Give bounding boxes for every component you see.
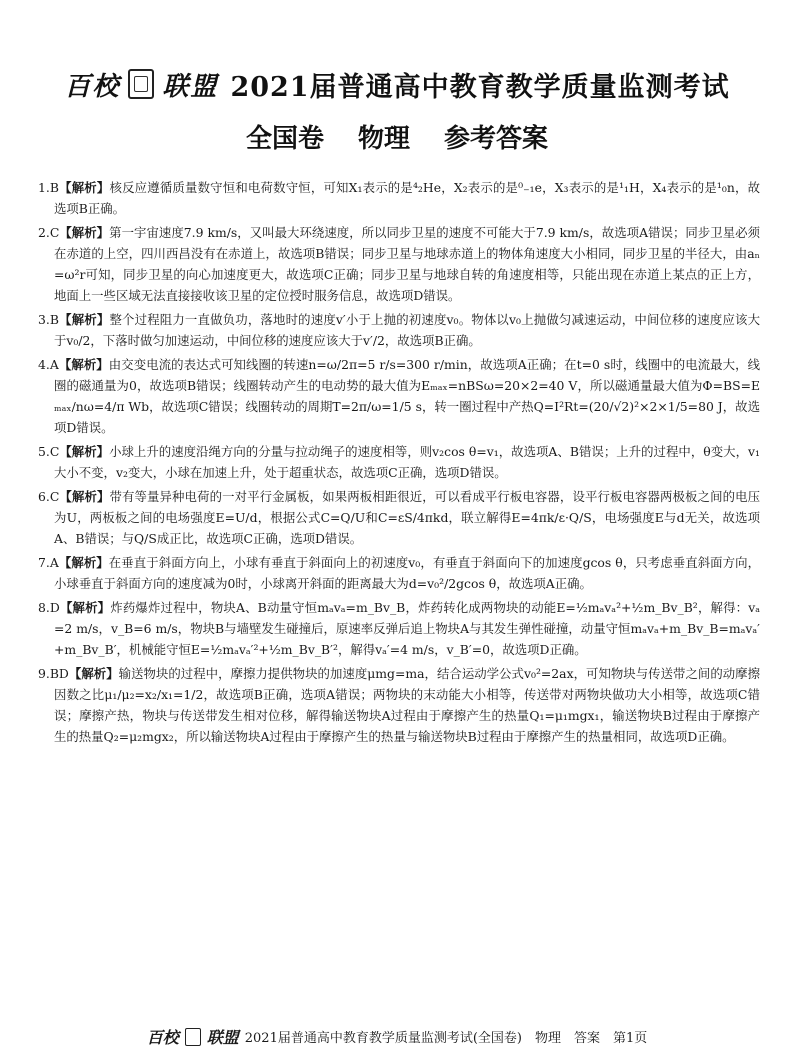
footer-brand-right: 联盟: [206, 1028, 239, 1047]
subtitle-doc-type: 参考答案: [444, 123, 549, 154]
analysis-tag: 【解析】: [59, 225, 110, 240]
answer-text: 整个过程阻力一直做负功，落地时的速度v′小于上抛的初速度v₀。物体以v₀上抛做匀减速运动，中间位移的速度应该大于v₀/2，下落时做匀加速运动，中间位移的速度应该大于v′/2，故选项B正确。: [54, 312, 761, 348]
answer-list: [38, 177, 760, 747]
answer-label: 7.A: [38, 555, 59, 570]
answer-label: 2.C: [38, 225, 60, 240]
document-header: [0, 64, 794, 158]
brand-logo-left: 百校: [64, 71, 121, 102]
answer-item-5: [38, 441, 760, 483]
analysis-tag: 【解析】: [68, 666, 119, 681]
subtitle-region: 全国卷: [245, 123, 324, 154]
answer-text: 在垂直于斜面方向上，小球有垂直于斜面向上的初速度v₀，有垂直于斜面向下的加速度gcos θ，只考虑垂直斜面方向，小球垂直于斜面方向的速度减为0时，小球离开斜面的距离最大为d=v₀²/2gcos θ，故选项A正确。: [54, 555, 761, 591]
answer-text: 小球上升的速度沿绳方向的分量与拉动绳子的速度相等，则v₂cos θ=v₁，故选项A、B错误；上升的过程中，θ变大，v₁大小不变，v₂变大，小球在加速上升，处于超重状态，故选项C正确，选项D错误。: [54, 444, 761, 480]
answer-item-1: [38, 177, 760, 219]
answer-item-4: [38, 354, 760, 438]
analysis-tag: 【解析】: [58, 555, 109, 570]
answer-item-7: [38, 552, 760, 594]
analysis-tag: 【解析】: [58, 180, 110, 195]
answer-label: 4.A: [38, 357, 59, 372]
answer-label: 6.C: [38, 489, 60, 504]
answer-item-3: [38, 309, 760, 351]
answer-text: 核反应遵循质量数守恒和电荷数守恒，可知X₁表示的是⁴₂He，X₂表示的是⁰₋₁e，X₃表示的是¹₁H，X₄表示的是¹₀n，故选项B正确。: [54, 180, 761, 216]
subtitle-subject: 物理: [357, 123, 410, 154]
analysis-tag: 【解析】: [59, 600, 111, 615]
analysis-tag: 【解析】: [58, 312, 110, 327]
seal-logo-icon: [128, 69, 154, 99]
answer-item-2: [38, 222, 760, 306]
footer-text: 2021届普通高中教育教学质量监测考试(全国卷) 物理 答案 第1页: [244, 1031, 648, 1046]
footer-brand-left: 百校: [146, 1028, 179, 1047]
analysis-tag: 【解析】: [59, 444, 110, 459]
analysis-tag: 【解析】: [59, 489, 110, 504]
answer-label: 8.D: [38, 600, 60, 615]
answer-label: 3.B: [38, 312, 59, 327]
answer-label: 1.B: [38, 180, 59, 195]
answer-text: 由交变电流的表达式可知线圈的转速n=ω/2π=5 r/s=300 r/min，故选项A正确；在t=0 s时，线圈中的电流最大，线圈的磁通量为0，故选项B错误；线圈转动产生的电动势的最大值为Eₘₐₓ=nBSω=20×2=40 V，所以磁通量最大值为Φ=BS=Eₘₐₓ/nω=4/π Wb，故选项C错误；线圈转动的周期T=2π/ω=1/5 s，转一圈过程中产热Q=I²Rt=(20/√2)²×2×1/5=80 J，故选项D错误。: [54, 357, 760, 435]
subtitle-row: [0, 114, 794, 158]
analysis-tag: 【解析】: [58, 357, 109, 372]
answer-text: 输送物块的过程中，摩擦力提供物块的加速度μmg=ma，结合运动学公式v₀²=2ax，可知物块与传送带之间的动摩擦因数之比μ₁/μ₂=x₂/x₁=1/2，故选项B正确，选项A错误；两物块的末动能大小相等，传送带对两物块做功大小相等，故选项C错误；摩擦产热，物块与传送带发生相对位移，解得输送物块A过程由于摩擦产生的热量Q₁=μ₁mgx₁，输送物块B过程由于摩擦产生的热量Q₂=μ₂mgx₂，所以输送物块A过程由于摩擦产生的热量与输送物块B过程由于摩擦产生的热量相同，故选项D正确。: [54, 666, 761, 744]
answer-text: 第一宇宙速度7.9 km/s，又叫最大环绕速度，所以同步卫星的速度不可能大于7.9 km/s，故选项A错误；同步卫星必须在赤道的上空，四川西昌没有在赤道上，故选项B错误；同步卫星与地球赤道上的物体角速度大小相同，同步卫星的半径大，由aₙ=ω²r可知，同步卫星的向心加速度更大，故选项C正确；同步卫星与地球自转的角速度相等，只能出现在赤道上某点的正上方，地面上一些区域无法直接接收该卫星的定位授时服务信息，故选项D错误。: [54, 225, 760, 303]
title-row: [0, 64, 794, 104]
page-footer: [0, 1025, 794, 1048]
answer-item-8: [38, 597, 760, 660]
answer-text: 带有等量异种电荷的一对平行金属板，如果两板相距很近，可以看成平行板电容器，设平行板电容器两极板之间的电压为U，两板板之间的电场强度E=U/d，根据公式C=Q/U和C=εS/4πkd，联立解得E=4πk/ε·Q/S，电场强度E与d无关，故选项A、B错误；与Q/S成正比，故选项C正确，选项D错误。: [54, 489, 761, 546]
footer-seal-icon: [185, 1028, 201, 1046]
answer-label: 9.BD: [38, 666, 69, 681]
answer-item-6: [38, 486, 760, 549]
answer-label: 5.C: [38, 444, 60, 459]
exam-title: 2021届普通高中教育教学质量监测考试: [230, 71, 730, 103]
answer-text: 炸药爆炸过程中，物块A、B动量守恒mₐvₐ=m_Bv_B，炸药转化成两物块的动能E=½mₐvₐ²+½m_Bv_B²，解得：vₐ=2 m/s，v_B=6 m/s，物块B与墙壁发生碰撞后，原速率反弹后追上物块A与其发生弹性碰撞，动量守恒mₐvₐ+m_Bv_B=mₐvₐ′+m_Bv_B′，机械能守恒E=½mₐvₐ′²+½m_Bv_B′²，解得vₐ′=4 m/s，v_B′=0，故选项D正确。: [54, 600, 761, 657]
answer-item-9: [38, 663, 760, 747]
brand-logo-right: 联盟: [162, 71, 219, 102]
